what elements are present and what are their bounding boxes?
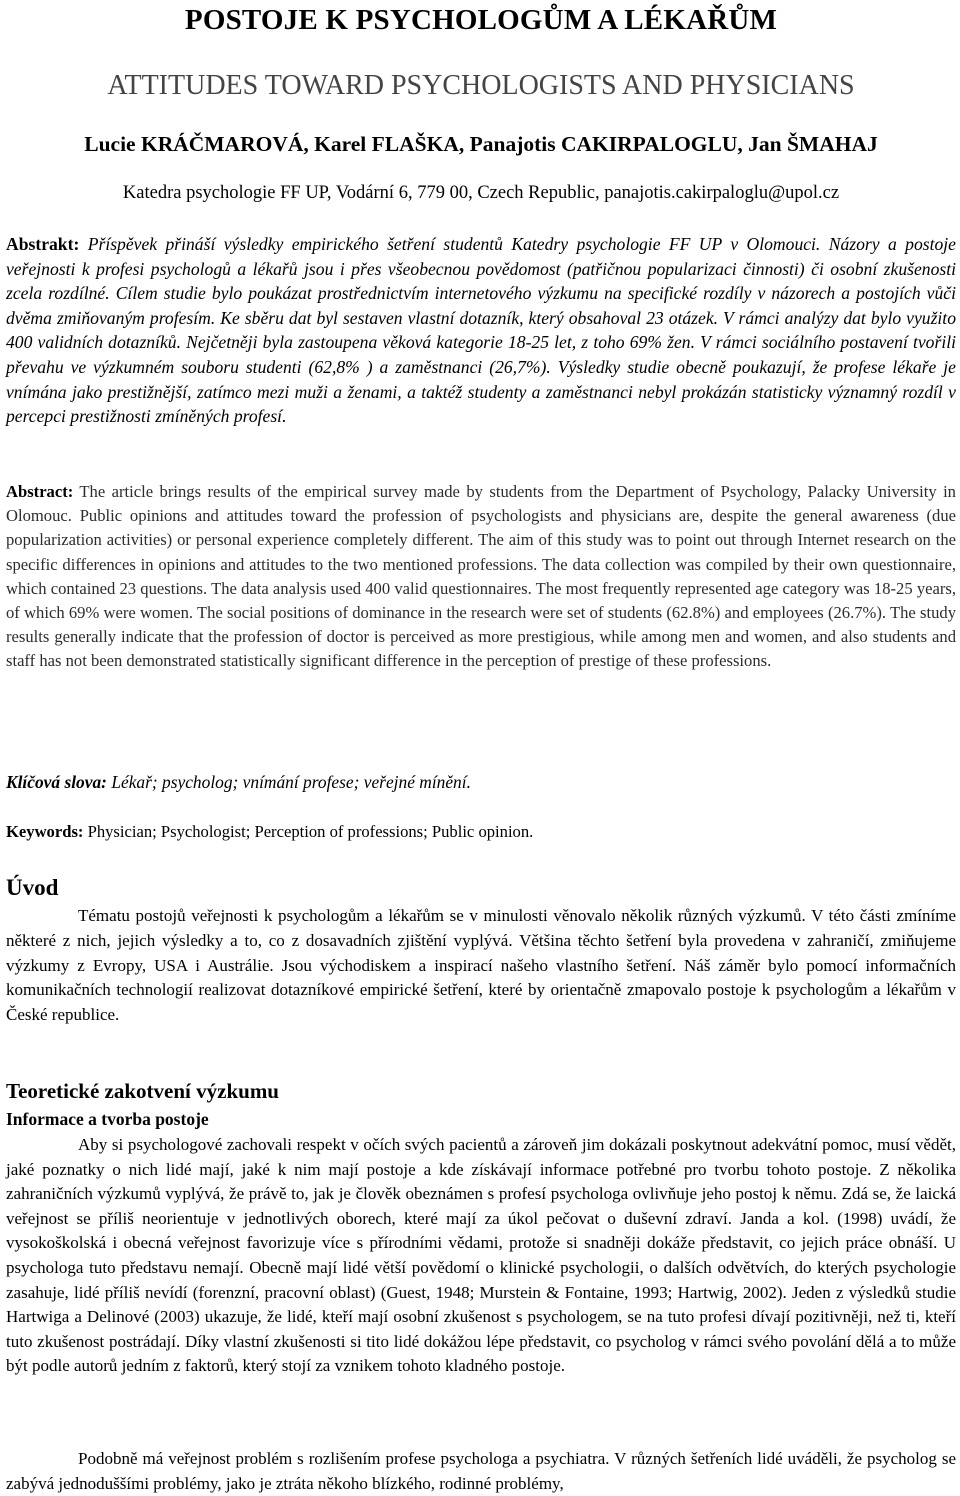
keywords-czech-label: Klíčová slova: (6, 772, 107, 792)
abstract-czech-text: Příspěvek přináší výsledky empirického šetření studentů Katedry psychologie FF UP v Olomouci. Názory a postoje veřejnosti k profesi psychologů a lékařů jsou i přes všeobecnou povědomost (patřičnou popularizaci činnosti) či osobní zkušenosti zcela rozdílné. Cílem studie bylo poukázat prostřednictvím internetového výzkumu na specifické rozdíly v názorech a postojích vůči dvěma zmiňovaným profesím. Ke sběru dat byl sestaven vlastní dotazník, který obsahoval 23 otázek. V rámci analýzy dat bylo využito 400 validních dotazníků. Nejčetněji byla zastoupena věková kategorie 18-25 let, z toho 69% žen. V rámci sociálního postavení tvořili převahu ve výzkumném souboru studenti (62,8% ) a zaměstnanci (26,7%). Výsledky studie obecně poukazují, že profese lékaře je vnímána jako prestižnější, zatímco mezi muži a ženami, a taktéž studenty a zaměstnanci nebyl prokázán statisticky významný rozdíl v percepci prestižnosti zmíněných profesí. (6, 234, 956, 427)
theory-paragraph-1: Aby si psychologové zachovali respekt v očích svých pacientů a zároveň jim dokázali poskytnout adekvátní pomoc, musí vědět, jaké poznatky o nich lidé mají, jaké k nim mají postoje a kde získávají informace potřebné pro tvorbu tohoto postoje. Z několika zahraničních výzkumů vyplývá, že právě to, jak je člověk obeznámen s profesí psychologa ovlivňuje jeho postoj k němu. Zdá se, že laická veřejnost se příliš neorientuje v jednotlivých oborech, které mají za úkol pečovat o duševní zdraví. Janda a kol. (1998) uvádí, že vysokoškolská i obecná veřejnost favorizuje více s přírodními vědami, protože si snadněji dokáže představit, co jejich práce obnáší. U psychologa tuto představu nemají. Obecně mají lidé větší povědomí o klinické psychologii, o dalších odvětvích, do kterých psychologie zasahuje, lidé příliš nevídí (forenzní, pracovní oblast) (Guest, 1948; Murstein & Fontaine, 1993; Hartwig, 2002). Jeden z výsledků studie Hartwiga a Delinové (2003) ukazuje, že lidé, kteří mají osobní zkušenost s psychologem, se na tuto profesi dívají pozitivněji, než ti, kteří tuto zkušenost postrádají. Díky vlastní zkušenosti si tito lidé dokážou lépe představit, co psycholog v rámci svého povolání dělá a to může být podle autorů jedním z faktorů, který stojí za vznikem tohoto kladného postoje. (6, 1135, 956, 1376)
affiliation: Katedra psychologie FF UP, Vodární 6, 779 00, Czech Republic, panajotis.cakirpaloglu@upol.cz (122, 183, 840, 203)
intro-paragraph: Tématu postojů veřejnosti k psychologům a lékařům se v minulosti věnovalo několik různých výzkumů. V této části zmíníme některé z nich, jejich výsledky a to, co z dosavadních zjištění vyplývá. Většina těchto šetření byla provedena v zahraničí, zmiňujeme výzkumy z Evropy, USA i Austrálie. Jsou východiskem a inspirací našeho vlastního šetření. Náš záměr bylo pomocí informačních komunikačních technologií realizovat dotazníkové empirické šetření, které by orientačně zmapovalo postoje k psychologům a lékařům v České republice. (6, 906, 956, 1025)
section-heading-intro: Úvod (6, 875, 59, 900)
subsection-heading: Informace a tvorba postoje (6, 1109, 209, 1129)
abstract-czech-label: Abstrakt: (6, 234, 80, 254)
section-heading-theory: Teoretické zakotvení výzkumu (6, 1079, 279, 1103)
keywords-english-text: Physician; Psychologist; Perception of professions; Public opinion. (87, 822, 534, 841)
theory-paragraph-2: Podobně má veřejnost problém s rozlišením profese psychologa a psychiatra. V různých šetřeních lidé uváděli, že psycholog se zabývá jednoduššími problémy, jako je ztráta někoho blízkého, rodinné problémy, (6, 1449, 956, 1493)
paper-title-english: ATTITUDES TOWARD PSYCHOLOGISTS AND PHYSICIANS (107, 70, 855, 101)
abstract-czech (6, 232, 956, 429)
keywords-english-label: Keywords: (6, 822, 84, 841)
keywords-english (6, 822, 956, 842)
keywords-czech (6, 772, 956, 793)
paper-title-czech: POSTOJE K PSYCHOLOGŮM A LÉKAŘŮM (184, 4, 778, 36)
keywords-czech-text: Lékař; psycholog; vnímání profese; veřejné mínění. (111, 772, 471, 792)
abstract-english (6, 480, 956, 674)
abstract-english-text: The article brings results of the empirical survey made by students from the Department of Psychology, Palacky University in Olomouc. Public opinions and attitudes toward the profession of psychologists and physicians are, despite the general awareness (due popularization activities) or personal experience completely different. The aim of this study was to point out through Internet research on the specific differences in opinions and attitudes to the two mentioned professions. The data collection was compiled by their own questionnaire, which contained 23 questions. The data analysis used 400 valid questionnaires. The most frequently represented age category was 18-25 years, of which 69% were women. The social positions of dominance in the research were set of students (62.8%) and employees (26.7%). The study results generally indicate that the profession of doctor is perceived as more prestigious, while among men and women, and also students and staff has not been demonstrated statistically significant difference in the perception of prestige of these professions. (6, 482, 956, 671)
abstract-english-label: Abstract: (6, 482, 74, 501)
author-list: Lucie KRÁČMAROVÁ, Karel FLAŠKA, Panajotis CAKIRPALOGLU, Jan ŠMAHAJ (84, 132, 878, 156)
